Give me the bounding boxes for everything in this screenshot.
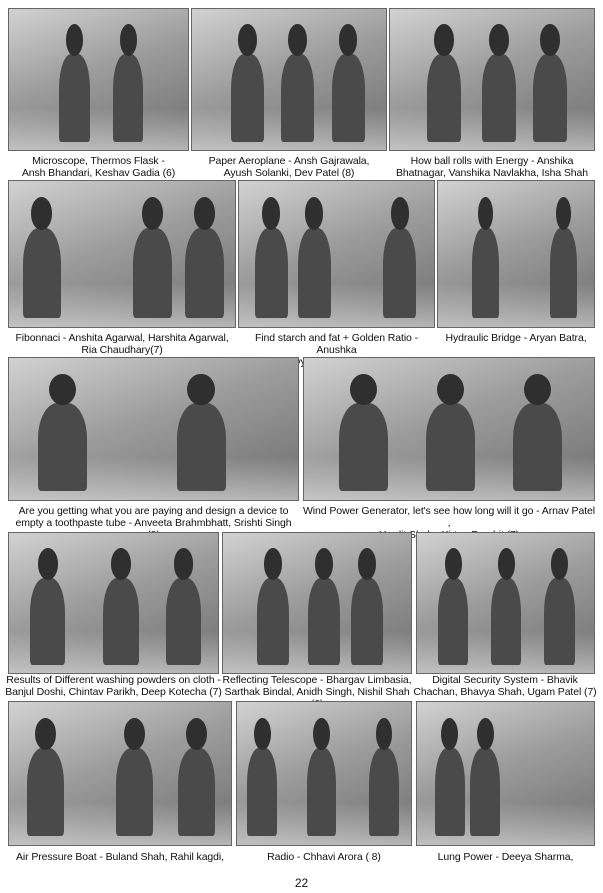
caption-washing-powder: Results of Different washing powders on cloth - Banjul Doshi, Chintav Parikh, Deep Kotecha (7)	[5, 674, 222, 698]
caption-paper-aeroplane: Paper Aeroplane - Ansh Gajrawala, Ayush Solanki, Dev Patel (8)	[208, 155, 370, 179]
caption-reflecting-telescope: Reflecting Telescope - Bhargav Limbasia, Sarthak Bindal, Anidh Singh, Nishil Shah	[222, 674, 412, 698]
caption-starch-fat: Find starch and fat + Golden Ratio - Anushka	[254, 332, 419, 356]
photo-toothpaste-project	[8, 357, 299, 501]
caption-air-pressure-boat: Air Pressure Boat - Buland Shah, Rahil kagdi,	[16, 851, 224, 863]
photo-lung-power-project	[416, 701, 595, 846]
photo-ball-energy-project	[389, 8, 595, 151]
caption-microscope: Microscope, Thermos Flask - Ansh Bhandari, Keshav Gadia (6)	[21, 155, 176, 179]
photo-microscope-project	[8, 8, 189, 151]
photo-washing-powder-project	[8, 532, 219, 674]
caption-radio: Radio - Chhavi Arora ( 8)	[267, 851, 381, 863]
page-number: 22	[294, 876, 309, 890]
photo-reflecting-telescope-project	[222, 532, 412, 674]
caption-toothpaste: Are you getting what you are paying and design a device to empty a toothpaste tube - Anveeta Brahmbhatt, Srishti Singh	[15, 505, 292, 529]
photo-air-pressure-boat-project	[8, 701, 232, 846]
photo-hydraulic-bridge-project	[437, 180, 595, 328]
photo-paper-aeroplane-project	[191, 8, 387, 151]
caption-fibonacci: Fibonnaci - Anshita Agarwal, Harshita Agarwal, Ria Chaudhary(7)	[15, 332, 229, 356]
photo-digital-security-project	[416, 532, 595, 674]
photo-fibonacci-project	[8, 180, 236, 328]
caption-ball-energy: How ball rolls with Energy - Anshika Bhatnagar, Vanshika Navlakha, Isha Shah	[395, 155, 589, 179]
caption-digital-security: Digital Security System - Bhavik Chachan, Bhavya Shah, Ugam Patel (7)	[413, 674, 597, 698]
photo-wind-power-project	[303, 357, 595, 501]
caption-hydraulic-bridge: Hydraulic Bridge - Aryan Batra,	[445, 332, 587, 344]
caption-lung-power: Lung Power - Deeya Sharma,	[437, 851, 574, 863]
caption-wind-power: Wind Power Generator, let's see how long will it go - Arnav Patel ,	[303, 505, 595, 529]
photo-radio-project	[236, 701, 412, 846]
photo-starch-fat-project	[238, 180, 435, 328]
